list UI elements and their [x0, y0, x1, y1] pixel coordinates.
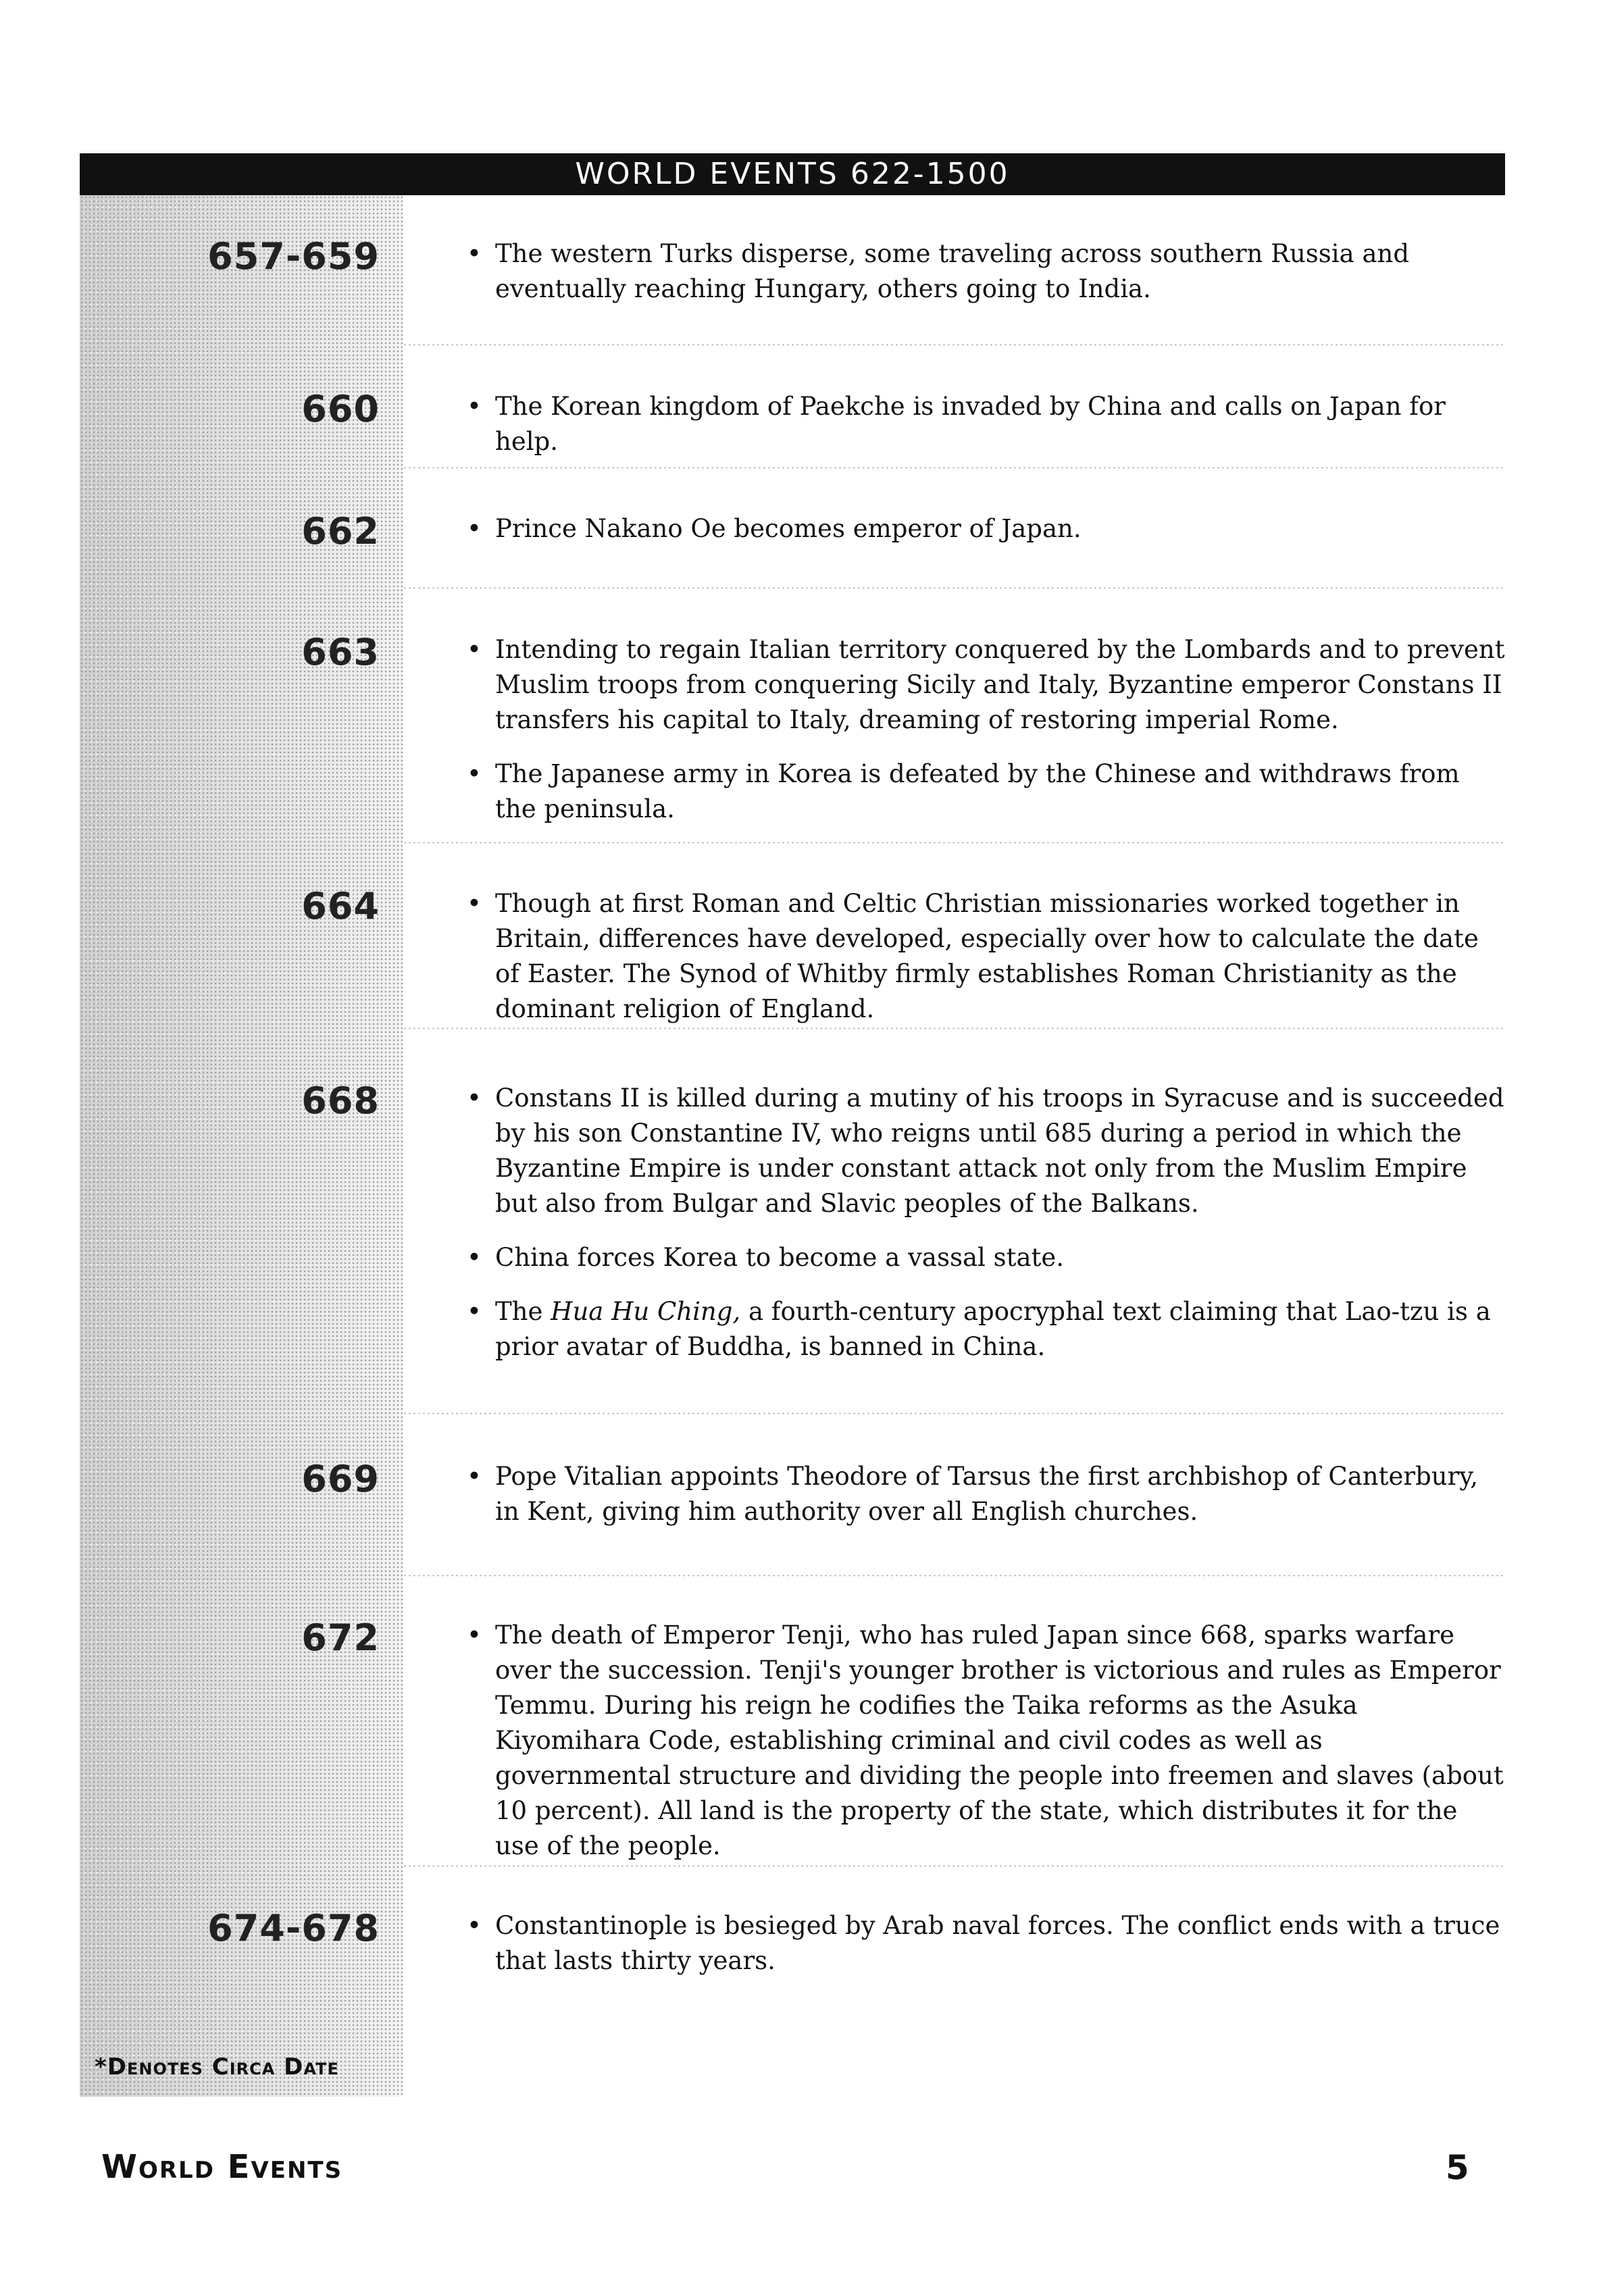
event-item — [461, 1240, 1505, 1275]
circa-date-footnote: *Denotes Circa Date — [95, 2053, 339, 2081]
event-items — [461, 1618, 1505, 1883]
event-item — [461, 511, 1505, 546]
event-year: 663 — [301, 631, 380, 673]
event-year: 662 — [301, 510, 380, 553]
event-text: Constantinople is besieged by Arab naval forces. The conflict ends with a truce that lasts thirty years. — [495, 1911, 1500, 1975]
footer-title: World Events — [101, 2148, 343, 2186]
event-items — [461, 1908, 1505, 1997]
bullet-icon: • — [467, 1462, 482, 1491]
event-item — [461, 1294, 1505, 1364]
event-text-title: Hua Hu Ching, — [551, 1297, 741, 1326]
event-items — [461, 632, 1505, 846]
bullet-icon: • — [467, 1243, 482, 1272]
event-item — [461, 632, 1505, 738]
event-item — [461, 886, 1505, 1027]
event-item — [461, 1081, 1505, 1221]
event-text: Though at first Roman and Celtic Christian missionaries worked together in Britain, differences have developed, especially over how to calculate the date of Easter. The Synod of Whitby firmly establishes Roman Christianity as the dominant religion of England. — [495, 889, 1479, 1023]
bullet-icon: • — [467, 1083, 482, 1113]
bullet-icon: • — [467, 392, 482, 421]
bullet-icon: • — [467, 239, 482, 268]
event-items — [461, 389, 1505, 478]
event-text: The Korean kingdom of Paekche is invaded by China and calls on Japan for help. — [495, 392, 1446, 456]
bullet-icon: • — [467, 759, 482, 788]
event-text-post: a fourth-century apocryphal text claiming that Lao-tzu is a prior avatar of Buddha, is banned in China. — [495, 1297, 1491, 1361]
bullet-icon: • — [467, 514, 482, 543]
event-text: Constans II is killed during a mutiny of his troops in Syracuse and is succeeded by his son Constantine IV, who reigns until 685 during a period in which the Byzantine Empire is under constant attack not only from the Muslim Empire but also from Bulgar and Slavic peoples of the Balkans. — [495, 1083, 1504, 1218]
event-year: 660 — [301, 388, 380, 430]
dotted-separator — [403, 466, 1505, 470]
event-year: 672 — [301, 1616, 380, 1659]
event-text: The Japanese army in Korea is defeated by the Chinese and withdraws from the peninsula. — [495, 759, 1460, 823]
event-item — [461, 236, 1505, 307]
event-text: China forces Korea to become a vassal state. — [495, 1243, 1065, 1272]
event-item — [461, 1459, 1505, 1529]
event-text: The western Turks disperse, some traveling across southern Russia and eventually reaching Hungary, others going to India. — [495, 239, 1410, 303]
event-item — [461, 1908, 1505, 1979]
event-items — [461, 1459, 1505, 1548]
event-items — [461, 511, 1505, 565]
dotted-separator — [403, 1412, 1505, 1416]
bullet-icon: • — [467, 1911, 482, 1940]
section-title: WORLD EVENTS 622-1500 — [575, 157, 1010, 191]
event-year: 664 — [301, 885, 380, 927]
dotted-separator — [403, 1864, 1505, 1868]
page-number: 5 — [1446, 2148, 1469, 2187]
dotted-separator — [403, 1027, 1505, 1031]
event-text: The death of Emperor Tenji, who has ruled Japan since 668, sparks warfare over the succession. Tenji's younger brother is victorious and rules as Emperor Temmu. During his reign he codifies the Taika reforms as the Asuka Kiyomihara Code, establishing criminal and civil codes as well as governmental structure and dividing the people into freemen and slaves (about 10 percent). All land is the property of the state, which distributes it for the use of the people. — [495, 1621, 1504, 1860]
event-items — [461, 1081, 1505, 1383]
dotted-separator — [403, 841, 1505, 845]
event-item — [461, 757, 1505, 827]
dotted-separator — [403, 343, 1505, 347]
event-item — [461, 1618, 1505, 1864]
event-year: 668 — [301, 1079, 380, 1122]
event-text: Pope Vitalian appoints Theodore of Tarsus the first archbishop of Canterbury, in Kent, giving him authority over all English churches. — [495, 1462, 1479, 1526]
event-year: 674-678 — [207, 1907, 380, 1949]
event-items — [461, 886, 1505, 1046]
event-year: 669 — [301, 1458, 380, 1500]
bullet-icon: • — [467, 1297, 482, 1326]
event-text: Prince Nakano Oe becomes emperor of Japan. — [495, 514, 1082, 543]
event-year: 657-659 — [207, 235, 380, 278]
dotted-separator — [403, 1574, 1505, 1578]
event-text: Intending to regain Italian territory conquered by the Lombards and to prevent Muslim troops from conquering Sicily and Italy, Byzantine emperor Constans II transfers his capital to Italy, dreaming of restoring imperial Rome. — [495, 635, 1505, 734]
bullet-icon: • — [467, 1621, 482, 1650]
event-text-pre: The — [495, 1297, 551, 1326]
event-item — [461, 389, 1505, 459]
bullet-icon: • — [467, 635, 482, 664]
event-items — [461, 236, 1505, 326]
dotted-separator — [403, 586, 1505, 590]
bullet-icon: • — [467, 889, 482, 918]
